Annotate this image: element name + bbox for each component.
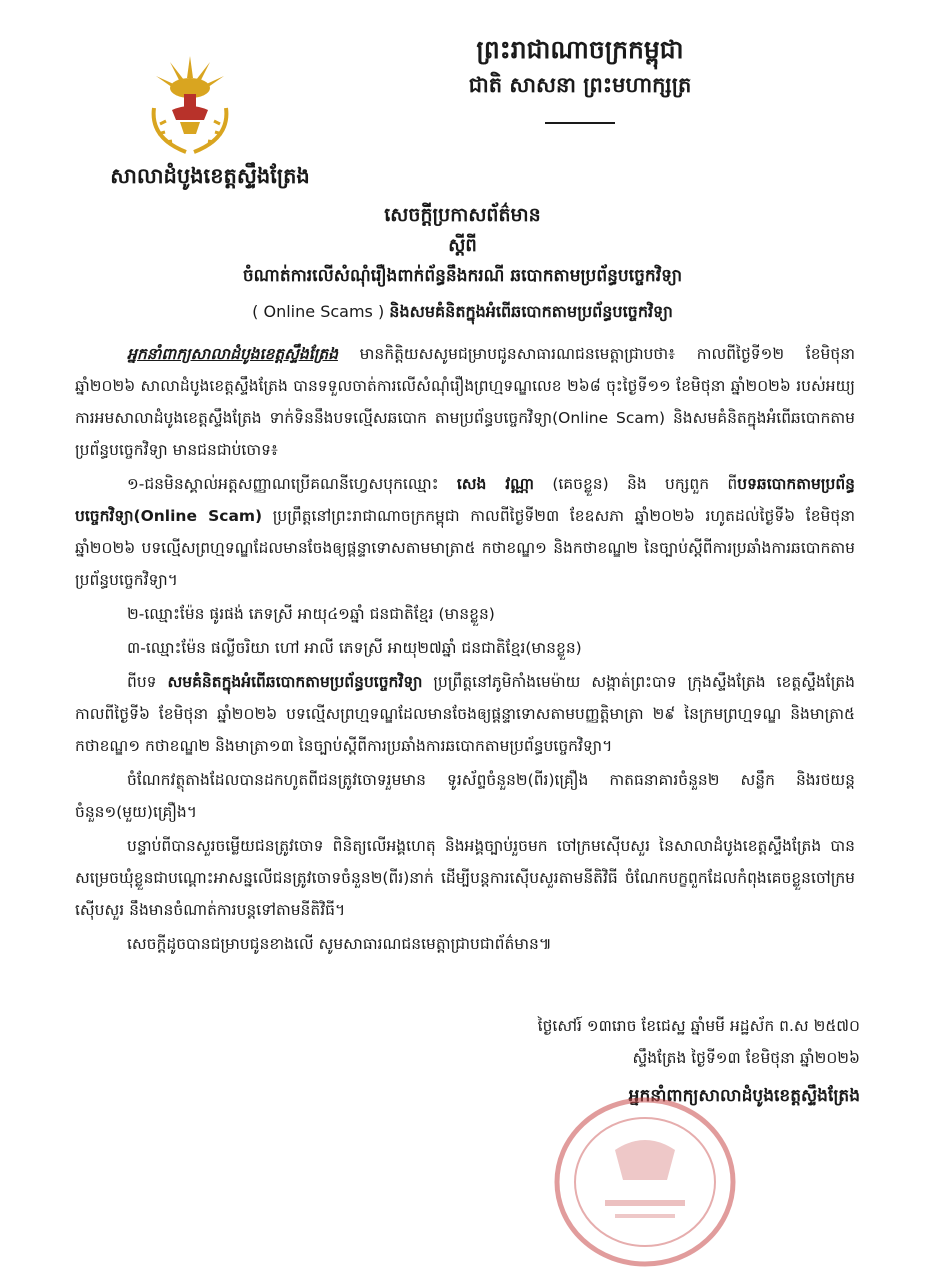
item1-charge: បទឆបោកតាមប្រព័ន្ធបច្ចេកវិទ្យា(Online Scam) [75,475,855,525]
accused-item-2: ២-ឈ្មោះម៉ែន ផូរផង់ ភេទស្រី អាយុ៤១ឆ្នាំ ជនជាតិខ្មែរ (មានខ្លួន) [127,605,495,623]
subject-khmer: និងសមគំនិតក្នុងអំពើឆបោកតាមប្រព័ន្ធបច្ចេកវិទ្យា [389,302,673,321]
paragraph-intro [75,338,855,466]
charge-name: សមគំនិតក្នុងអំពើឆបោកតាមប្រព័ន្ធបច្ចេកវិទ្យា [167,673,423,691]
lunar-date: ថ្ងៃសៅរ៍ ១៣រោច ខែជេស្ឋ ឆ្នាំមមី អដ្ឋស័ក ព.ស ២៥៧០ [537,1017,860,1035]
paragraph-evidence: ចំណែកវត្ថុតាងដែលបានដកហូតពីជនត្រូវចោទរួមមាន ទូរស័ព្ទចំនួន២(ពីរ)គ្រឿង កាតធនាគារចំនួន២ សន្លឹក និងរថយន្តចំនួន១(មួយ)គ្រឿង។ [75,771,855,821]
item1-text-a: ១-ជនមិនស្គាល់អត្តសញ្ញាណប្រើគណនីហ្វេសបុកឈ្មោះ [127,475,457,493]
subject-english: ( Online Scams ) [252,302,385,321]
document-body [75,338,855,962]
kingdom-heading: ព្រះរាជាណាចក្រកម្ពុជា [476,35,684,64]
official-seal-icon [545,1090,745,1270]
intro-text: មានកិត្តិយសសូមជម្រាបជូនសាធារណជនមេត្តាជ្រាបថា៖ កាលពីថ្ងៃទី១២ ខែមិថុនា ឆ្នាំ២០២៦ សាលាដំបូងខេត្តស្ទឹងត្រែង បានទទួលចាត់ការលើសំណុំរឿងព្រហ្មទណ្ឌលេខ ២៦៨ ចុះថ្ងៃទី១១ ខែមិថុនា ឆ្នាំ២០២៦ របស់អយ្យការអមសាលាដំបូងខេត្តស្ទឹងត្រែង ទាក់ទិននឹងបទល្មើសឆបោក តាមប្រព័ន្ធបច្ចេកវិទ្យា(Online Scam) និងសមគំនិតក្នុងអំពើឆបោកតាមប្រព័ន្ធបច្ចេកវិទ្យា មានជនជាប់ចោទ៖ [75,345,855,459]
document-subject-line1: ចំណាត់ការលើសំណុំរឿងពាក់ព័ន្ធនឹងករណី ឆបោកតាមប្រព័ន្ធបច្ចេកវិទ្យា [242,266,683,286]
document-title: សេចក្តីប្រកាសព័ត៌មាន [384,204,541,226]
paragraph-closing: សេចក្តីដូចបានជម្រាបជូនខាងលើ សូមសាធារណជនមេត្តាជ្រាបជាព័ត៌មាន៕ [127,935,552,953]
agency-name: សាលាដំបូងខេត្តស្ទឹងត្រែង [110,163,310,188]
accused-item-3: ៣-ឈ្មោះម៉ែន ផល្លីចរិយា ហៅ អាលី ភេទស្រី អាយុ២៧ឆ្នាំ ជនជាតិខ្មែរ(មានខ្លួន) [127,639,582,657]
item1-text-c: ប្រព្រឹត្តនៅព្រះរាជាណាចក្រកម្ពុជា កាលពីថ្ងៃទី២៣ ខែឧសភា ឆ្នាំ២០២៦ រហូតដល់ថ្ងៃទី៦ ខែមិថុនា ឆ្នាំ២០២៦ បទល្មើសព្រហ្មទណ្ឌដែលមានចែងឲ្យផ្តន្ទាទោសតាមមាត្រា៥ កថាខណ្ឌ១ និងកថាខណ្ឌ២ នៃច្បាប់ស្តីពីការប្រឆាំងការឆបោកតាមប្រព័ន្ធបច្ចេកវិទ្យា។ [75,507,855,589]
signatory-title: អ្នកនាំពាក្យសាលាដំបូងខេត្តស្ទឹងត្រែង [628,1086,860,1106]
court-emblem-icon [140,48,240,158]
accused-item-1 [75,468,855,596]
national-motto: ជាតិ សាសនា ព្រះមហាក្សត្រ [468,72,692,97]
charge-text-b: ប្រព្រឹត្តនៅភូមិកាំងមេម៉ាយ សង្កាត់ព្រះបាទ ក្រុងស្ទឹងត្រែង ខេត្តស្ទឹងត្រែង កាលពីថ្ងៃទី៦ ខែមិថុនា ឆ្នាំ២០២៦ បទល្មើសព្រហ្មទណ្ឌដែលមានចែងឲ្យផ្តន្ទាទោសតាមបញ្ញត្តិមាត្រា ២៩ នៃក្រមព្រហ្មទណ្ឌ និងមាត្រា៥ កថាខណ្ឌ១ កថាខណ្ឌ២ និងមាត្រា១៣ នៃច្បាប់ស្តីពីការប្រឆាំងការឆបោកតាមប្រព័ន្ធបច្ចេកវិទ្យា។ [75,673,856,755]
header-divider [545,122,615,124]
item1-text-b: (គេចខ្លួន) និង បក្សពួក ពី [533,475,738,493]
place-date: ស្ទឹងត្រែង ថ្ងៃទី១៣ ខែមិថុនា ឆ្នាំ២០២៦ [632,1049,860,1067]
paragraph-charge [75,666,855,762]
charge-text-a: ពីបទ [127,673,168,691]
document-about: ស្តីពី [448,235,477,256]
paragraph-decision: បន្ទាប់ពីបានសួរចម្លើយជនត្រូវចោទ ពិនិត្យលើអង្គហេតុ និងអង្គច្បាប់រួចមក ចៅក្រមស៊ើបសួរ នៃសាលាដំបូងខេត្តស្ទឹងត្រែង បានសម្រេចឃុំខ្លួនជាបណ្តោះអាសន្នលើជនត្រូវចោទចំនួន២(ពីរ)នាក់ ដើម្បីបន្តការស៊ើបសួរតាមនីតិវិធី ចំណែកបក្ខពួកដែលកំពុងគេចខ្លួនចៅក្រមស៊ើបសួរ នឹងមានចំណាត់ការបន្តទៅតាមនីតិវិធី។ [75,837,855,919]
document-subject-line2 [50,298,875,326]
item1-name: សេង វណ្ណា [456,475,534,493]
spokesperson-label: អ្នកនាំពាក្យសាលាដំបូងខេត្តស្ទឹងត្រែង [127,345,338,363]
